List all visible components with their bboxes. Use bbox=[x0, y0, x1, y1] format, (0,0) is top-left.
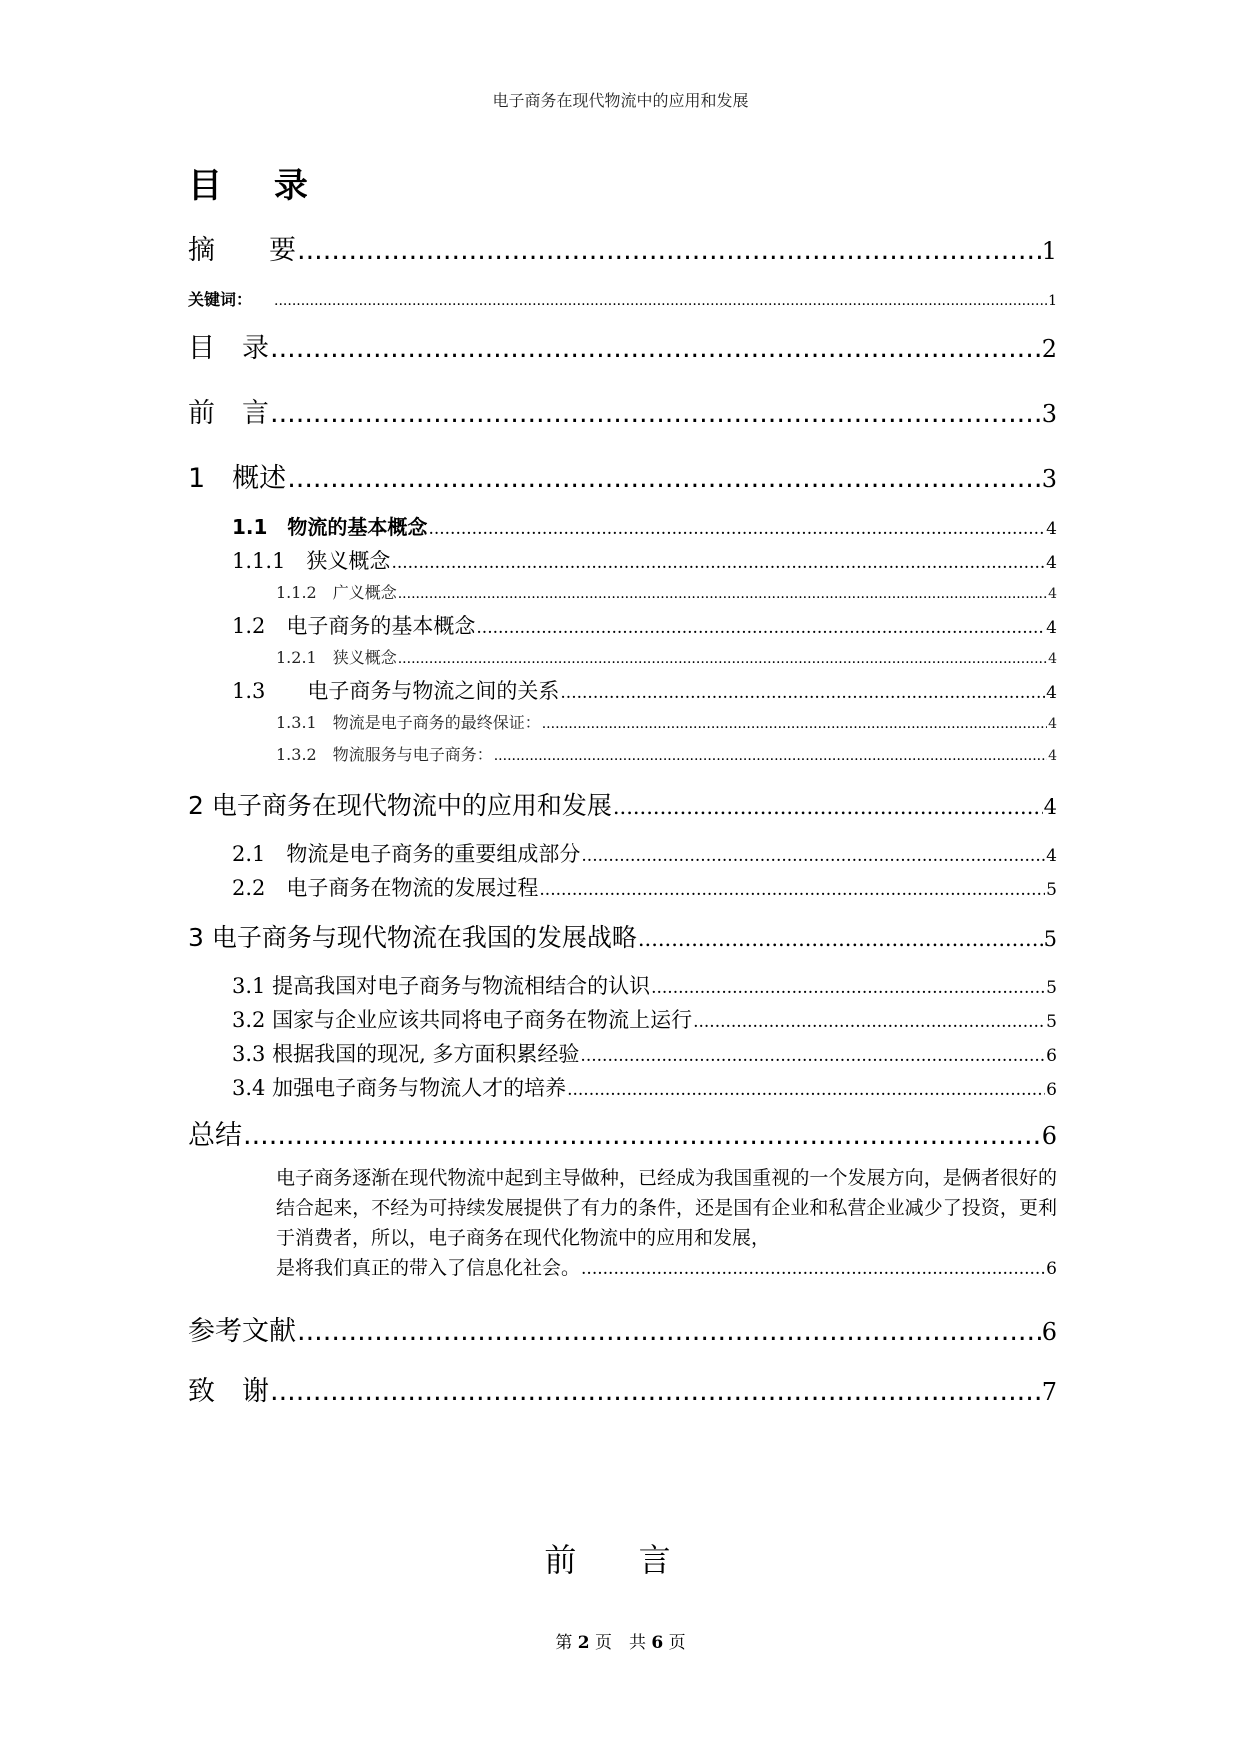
dot-leader bbox=[542, 716, 1047, 732]
toc-entry-label: 1 概述 bbox=[188, 463, 287, 494]
footer-current-page: 2 bbox=[577, 1633, 590, 1653]
toc-entry-1-3[interactable] bbox=[232, 675, 1057, 705]
toc-entry-3-4[interactable] bbox=[232, 1072, 1057, 1102]
toc-entry-page: 6 bbox=[1046, 1259, 1057, 1279]
dot-leader bbox=[580, 1046, 1045, 1066]
toc-entry-label: 1.1.2 广义概念 bbox=[276, 583, 397, 602]
toc-entry-label: 关键词： bbox=[188, 290, 253, 309]
toc-entry-1-3-1[interactable] bbox=[276, 710, 1057, 733]
toc-entry-label: 摘 要 bbox=[188, 235, 296, 266]
toc-entry-page: 4 bbox=[1048, 748, 1057, 764]
toc-entry-page: 4 bbox=[1046, 553, 1057, 573]
dot-leader bbox=[398, 586, 1047, 602]
toc-entry-label: 3.2 国家与企业应该共同将电子商务在物流上运行 bbox=[232, 1008, 693, 1032]
dot-leader bbox=[270, 398, 1041, 429]
dot-leader bbox=[274, 293, 1047, 309]
toc-entry-label: 目 录 bbox=[188, 333, 269, 364]
dot-leader bbox=[693, 1012, 1045, 1032]
dot-leader bbox=[398, 651, 1047, 667]
toc-entry-contents[interactable] bbox=[188, 326, 1057, 365]
toc-entry-page: 4 bbox=[1046, 618, 1057, 638]
toc-entry-page: 5 bbox=[1046, 880, 1057, 900]
dot-leader bbox=[638, 927, 1043, 951]
toc-entry-page: 5 bbox=[1046, 978, 1057, 998]
dot-leader bbox=[613, 795, 1043, 819]
dot-leader bbox=[476, 618, 1045, 638]
toc-entry-2-2[interactable] bbox=[232, 872, 1057, 902]
toc-entry-page: 6 bbox=[1041, 1122, 1057, 1150]
toc-entry-page: 3 bbox=[1041, 465, 1057, 493]
toc-entry-conclusion[interactable] bbox=[188, 1113, 1057, 1152]
toc-entry-ch1[interactable] bbox=[188, 456, 1057, 495]
dot-leader bbox=[494, 748, 1047, 764]
toc-entry-page: 2 bbox=[1041, 335, 1057, 363]
toc-entry-1-1-2[interactable] bbox=[276, 580, 1057, 603]
toc-entry-page: 4 bbox=[1048, 651, 1057, 667]
toc-entry-page: 7 bbox=[1041, 1378, 1057, 1406]
toc-entry-conclusion-summary[interactable] bbox=[276, 1253, 1057, 1280]
dot-leader bbox=[297, 235, 1041, 266]
toc-entry-page: 4 bbox=[1043, 795, 1057, 819]
dot-leader bbox=[539, 880, 1045, 900]
toc-entry-label: 2 电子商务在现代物流中的应用和发展 bbox=[188, 791, 612, 820]
toc-entry-page: 1 bbox=[1041, 237, 1057, 265]
toc-entry-label: 1.3 电子商务与物流之间的关系 bbox=[232, 679, 560, 703]
toc-entry-label: 前 言 bbox=[188, 398, 269, 429]
dot-leader bbox=[391, 553, 1045, 573]
toc-entry-page: 4 bbox=[1046, 519, 1057, 539]
dot-leader bbox=[567, 1080, 1045, 1100]
toc-entry-3-2[interactable] bbox=[232, 1004, 1057, 1034]
toc-entry-page: 4 bbox=[1046, 683, 1057, 703]
toc-entry-page: 4 bbox=[1046, 846, 1057, 866]
toc-entry-ch3[interactable] bbox=[188, 918, 1057, 954]
toc-entry-page: 4 bbox=[1048, 716, 1057, 732]
toc-entry-label: 1.2 电子商务的基本概念 bbox=[232, 614, 476, 638]
footer-suffix: 页 bbox=[668, 1633, 686, 1653]
page-footer bbox=[0, 1628, 1241, 1653]
toc-entry-preface[interactable] bbox=[188, 391, 1057, 430]
toc-entry-label: 1.3.1 物流是电子商务的最终保证： bbox=[276, 713, 541, 732]
toc-entry-label: 3 电子商务与现代物流在我国的发展战略 bbox=[188, 923, 637, 952]
dot-leader bbox=[560, 683, 1045, 703]
toc-entry-label: 2.2 电子商务在物流的发展过程 bbox=[232, 876, 539, 900]
dot-leader bbox=[428, 519, 1045, 539]
page-header: 电子商务在现代物流中的应用和发展 bbox=[492, 91, 749, 110]
toc-entry-1-2[interactable] bbox=[232, 610, 1057, 640]
toc-entry-1-2-1[interactable] bbox=[276, 645, 1057, 668]
dot-leader bbox=[297, 1316, 1041, 1347]
dot-leader bbox=[270, 333, 1041, 364]
dot-leader bbox=[243, 1120, 1041, 1151]
section-title-preface: 前 言 bbox=[544, 1541, 697, 1579]
toc-entry-page: 5 bbox=[1046, 1012, 1057, 1032]
dot-leader bbox=[270, 1376, 1041, 1407]
toc-entry-label: 1.1 物流的基本概念 bbox=[232, 515, 428, 539]
toc-entry-page: 4 bbox=[1048, 586, 1057, 602]
toc-entry-acknowledgements[interactable] bbox=[188, 1369, 1057, 1408]
toc-entry-label: 3.1 提高我国对电子商务与物流相结合的认识 bbox=[232, 974, 651, 998]
footer-prefix: 第 bbox=[555, 1633, 573, 1653]
toc-entry-3-1[interactable] bbox=[232, 970, 1057, 1000]
dot-leader bbox=[581, 846, 1045, 866]
toc-entry-1-3-2[interactable] bbox=[276, 742, 1057, 765]
dot-leader bbox=[651, 978, 1045, 998]
toc-entry-label: 1.2.1 狭义概念 bbox=[276, 648, 397, 667]
toc-entry-label: 2.1 物流是电子商务的重要组成部分 bbox=[232, 842, 581, 866]
toc-entry-label: 1.3.2 物流服务与电子商务： bbox=[276, 745, 493, 764]
footer-mid: 页 共 bbox=[595, 1633, 646, 1653]
toc-entry-2-1[interactable] bbox=[232, 838, 1057, 868]
toc-entry-page: 6 bbox=[1041, 1318, 1057, 1346]
toc-entry-label: 参考文献 bbox=[188, 1316, 296, 1347]
dot-leader bbox=[287, 463, 1041, 494]
toc-entry-1-1[interactable] bbox=[232, 511, 1057, 540]
toc-entry-page: 5 bbox=[1043, 927, 1057, 951]
toc-entry-page: 6 bbox=[1046, 1046, 1057, 1066]
toc-entry-3-3[interactable] bbox=[232, 1038, 1057, 1068]
toc-entry-abstract[interactable] bbox=[188, 228, 1057, 267]
toc-entry-page: 3 bbox=[1041, 400, 1057, 428]
toc-entry-label: 总结 bbox=[188, 1120, 242, 1151]
toc-entry-1-1-1[interactable] bbox=[232, 545, 1057, 575]
toc-entry-page: 6 bbox=[1046, 1080, 1057, 1100]
toc-entry-label: 致 谢 bbox=[188, 1376, 269, 1407]
conclusion-summary-text: 电子商务逐渐在现代物流中起到主导做种，已经成为我国重视的一个发展方向，是俩者很好的结合起来，不经为可持续发展提供了有力的条件，还是国有企业和私营企业减少了投资，更利于消费者，所以，电子商务在现代化物流中的应用和发展， bbox=[276, 1167, 1057, 1249]
footer-total-pages: 6 bbox=[651, 1633, 664, 1653]
toc-entry-keywords[interactable] bbox=[188, 287, 1057, 310]
toc-entry-label: 1.1.1 狭义概念 bbox=[232, 549, 391, 573]
toc-entry-label: 3.3 根据我国的现况, 多方面积累经验 bbox=[232, 1042, 580, 1066]
toc-entry-ch2[interactable] bbox=[188, 786, 1057, 822]
toc-entry-label: 3.4 加强电子商务与物流人才的培养 bbox=[232, 1076, 567, 1100]
toc-entry-references[interactable] bbox=[188, 1309, 1057, 1348]
toc-entry-label: 是将我们真正的带入了信息化社会。 bbox=[276, 1257, 581, 1279]
toc-title: 目 录 bbox=[188, 166, 328, 206]
dot-leader bbox=[581, 1259, 1045, 1279]
toc-entry-page: 1 bbox=[1048, 293, 1057, 309]
